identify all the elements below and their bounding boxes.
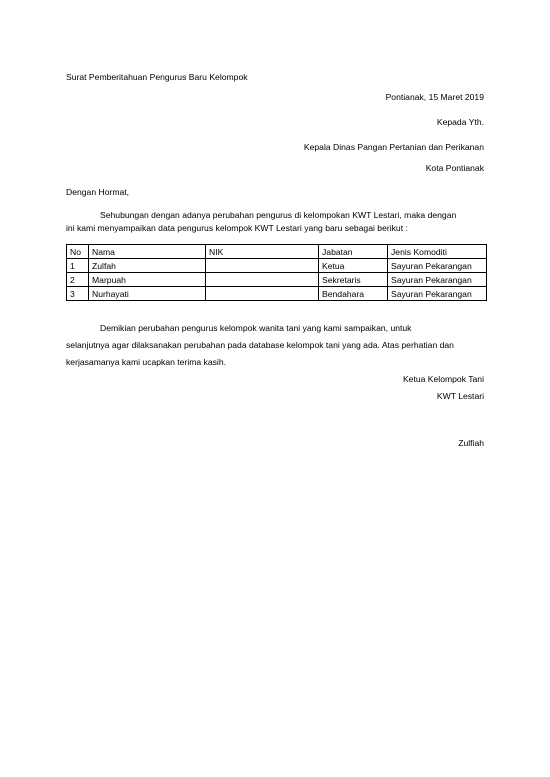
closing-line: kerjasamanya kami ucapkan terima kasih. <box>66 357 227 367</box>
column-header: No <box>67 245 89 259</box>
signatory-name: Zulfiah <box>458 438 484 448</box>
pengurus-table <box>66 244 487 301</box>
cell-no: 2 <box>67 273 89 287</box>
to-label: Kepada Yth. <box>436 117 484 127</box>
closing-line: selanjutnya agar dilaksanakan perubahan pada database kelompok tani yang ada. Atas perhatian dan <box>66 340 454 350</box>
intro-line: Sehubungan dengan adanya perubahan pengurus di kelompokan KWT Lestari, maka dengan <box>100 210 457 220</box>
recipient-city: Kota Pontianak <box>425 163 484 173</box>
cell-nik <box>206 273 319 287</box>
table-row <box>67 273 487 287</box>
cell-jabatan: Bendahara <box>319 287 388 301</box>
closing-paragraph <box>66 320 486 371</box>
table-header-row <box>67 245 487 259</box>
recipient: Kepala Dinas Pangan Pertanian dan Perikanan <box>303 142 484 152</box>
sign-title: Ketua Kelompok Tani <box>402 374 484 384</box>
sign-organization: KWT Lestari <box>436 391 484 401</box>
cell-komoditi: Sayuran Pekarangan <box>388 287 487 301</box>
letter-subject: Surat Pemberitahuan Pengurus Baru Kelompok <box>66 72 248 82</box>
column-header: NIK <box>206 245 319 259</box>
table-row <box>67 287 487 301</box>
column-header: Nama <box>89 245 206 259</box>
closing-line: Demikian perubahan pengurus kelompok wanita tani yang kami sampaikan, untuk <box>100 323 412 333</box>
greeting: Dengan Hormat, <box>66 187 130 197</box>
cell-nik <box>206 259 319 273</box>
cell-komoditi: Sayuran Pekarangan <box>388 259 487 273</box>
cell-komoditi: Sayuran Pekarangan <box>388 273 487 287</box>
column-header: Jabatan <box>319 245 388 259</box>
cell-no: 3 <box>67 287 89 301</box>
cell-no: 1 <box>67 259 89 273</box>
cell-nama: Marpuah <box>89 273 206 287</box>
cell-nama: Nurhayati <box>89 287 206 301</box>
cell-nama: Zulfah <box>89 259 206 273</box>
column-header: Jenis Komoditi <box>388 245 487 259</box>
place-date: Pontianak, 15 Maret 2019 <box>385 92 484 102</box>
intro-paragraph <box>66 207 486 237</box>
table-row <box>67 259 487 273</box>
cell-nik <box>206 287 319 301</box>
cell-jabatan: Ketua <box>319 259 388 273</box>
intro-line: ini kami menyampaikan data pengurus kelompok KWT Lestari yang baru sebagai berikut : <box>66 223 408 233</box>
cell-jabatan: Sekretaris <box>319 273 388 287</box>
